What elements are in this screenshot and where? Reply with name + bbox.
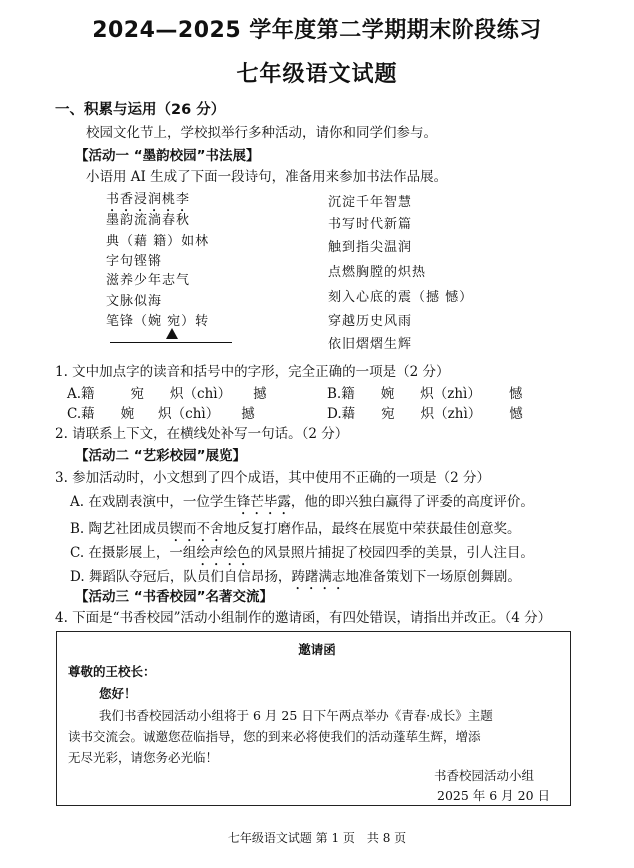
option-part: 籍: [81, 386, 95, 402]
section-intro: 校园文化节上，学校拟举行多种活动，请你和同学们参与。: [86, 125, 437, 141]
option-part: 籍: [341, 386, 355, 402]
q1-option-b: [327, 382, 522, 402]
option-letter: D.: [327, 406, 342, 422]
option-text: ，他的即兴独白赢得了评委的高度评价。: [290, 494, 534, 510]
poem-text: 书香浸润桃李: [106, 192, 191, 207]
letter-body-line: 读书交流会。诚邀您莅临指导，您的到来必将使我们的活动蓬荜生辉，增添: [68, 729, 481, 744]
option-part: 婉: [380, 386, 395, 402]
poem-line: 沉淀千年智慧: [328, 195, 413, 210]
option-part: 婉: [120, 406, 135, 422]
option-idiom: 绘声绘色: [196, 545, 251, 561]
q3-option-a: [70, 490, 534, 518]
option-letter: A.: [67, 386, 82, 402]
question-3-stem: 3. 参加活动时，小文想到了四个成语，其中使用不正确的一项是（2 分）: [55, 470, 491, 486]
section-heading: 一、积累与运用（26 分）: [55, 102, 226, 118]
poem-line: 字句铿锵: [106, 254, 163, 269]
letter-title: 邀请函: [298, 642, 336, 657]
option-part: 撼: [253, 386, 267, 402]
option-idiom: 锲而不舍: [169, 521, 224, 537]
option-text: C. 在摄影展上，一组: [70, 545, 197, 561]
poem-line: 触到指尖温润: [328, 240, 413, 255]
option-part: 炽（chì）: [170, 386, 232, 402]
poem-line: 典（藉 籍）如林: [106, 234, 210, 249]
q1-option-c: [67, 402, 255, 422]
option-letter: B.: [327, 386, 342, 402]
fill-in-blank-line: [110, 342, 232, 343]
option-text: B. 陶艺社团成员: [70, 521, 170, 537]
blank-marker-triangle: [166, 328, 178, 339]
option-part: 宛: [130, 386, 145, 402]
q1-option-a: [67, 382, 267, 402]
option-text: 的风景照片捕捉了校园四季的美景，引人注目。: [250, 545, 534, 561]
option-idiom: 锋芒毕露: [236, 494, 291, 510]
option-part: 宛: [381, 406, 395, 422]
option-part: 憾: [508, 386, 523, 402]
poem-line: 滋养少年志气: [106, 273, 191, 288]
poem-line: 墨韵流淌春秋: [106, 213, 191, 228]
option-part: 憾: [509, 406, 523, 422]
option-part: 炽（zhì）: [420, 386, 481, 402]
option-text: D. 舞蹈队夺冠后，队员们自信昂扬，: [70, 569, 292, 585]
poem-line: 依旧熠熠生辉: [328, 337, 413, 352]
option-part: 炽（zhì）: [420, 406, 482, 422]
option-text: A. 在戏剧表演中，一位学生: [70, 494, 237, 510]
activity-one-intro: 小语用 AI 生成了下面一段诗句，准备用来参加书法作品展。: [86, 169, 448, 185]
option-part: 藉: [81, 406, 95, 422]
activity-two-heading: 【活动二 “艺彩校园”展览】: [75, 448, 246, 464]
poem-line: 笔锋（婉 宛）转: [106, 314, 210, 329]
question-1-stem: 1. 文中加点字的读音和括号中的字形，完全正确的一项是（2 分）: [55, 364, 450, 380]
exam-title: 2024—2025 学年度第二学期期末阶段练习: [92, 18, 542, 43]
option-idiom: 踌躇满志: [291, 569, 346, 585]
option-text: 地反复打磨作品，最终在展览中荣获最佳创意奖。: [223, 521, 521, 537]
letter-body-line: 无尽光彩，请您务必光临！: [68, 750, 219, 765]
letter-salutation: 尊敬的王校长：: [68, 664, 156, 679]
poem-line: 书写时代新篇: [328, 217, 413, 232]
option-text: 地准备策划下一场原创舞剧。: [345, 569, 521, 585]
option-part: 炽（chì）: [158, 406, 220, 422]
option-part: 撼: [241, 406, 255, 422]
question-4-stem: 4. 下面是“书香校园”活动小组制作的邀请函，有四处错误，请指出并改正。（4 分）: [55, 610, 552, 626]
option-part: 藉: [341, 406, 356, 422]
letter-signature: 书香校园活动小组: [434, 768, 535, 783]
activity-one-heading: 【活动一 “墨韵校园”书法展】: [75, 148, 260, 164]
poem-line: 刻入心底的震（撼 憾）: [328, 290, 474, 305]
poem-line: 文脉似海: [106, 294, 163, 309]
exam-subtitle: 七年级语文试题: [236, 62, 398, 87]
q1-option-d: [327, 402, 523, 422]
letter-date: 2025 年 6 月 20 日: [437, 788, 551, 803]
page-footer: 七年级语文试题 第 1 页 共 8 页: [227, 831, 407, 845]
letter-body-line: 我们书香校园活动小组将于 6 月 25 日下午两点举办《青春·成长》主题: [99, 708, 493, 723]
question-2-stem: 2. 请联系上下文，在横线处补写一句话。（2 分）: [55, 426, 349, 442]
option-letter: C.: [67, 406, 82, 422]
letter-greeting: 您好！: [99, 686, 137, 701]
poem-line: 点燃胸膛的炽热: [328, 265, 427, 280]
poem-line: 穿越历史风雨: [328, 314, 413, 329]
activity-three-heading: 【活动三 “书香校园”名著交流】: [75, 589, 273, 605]
